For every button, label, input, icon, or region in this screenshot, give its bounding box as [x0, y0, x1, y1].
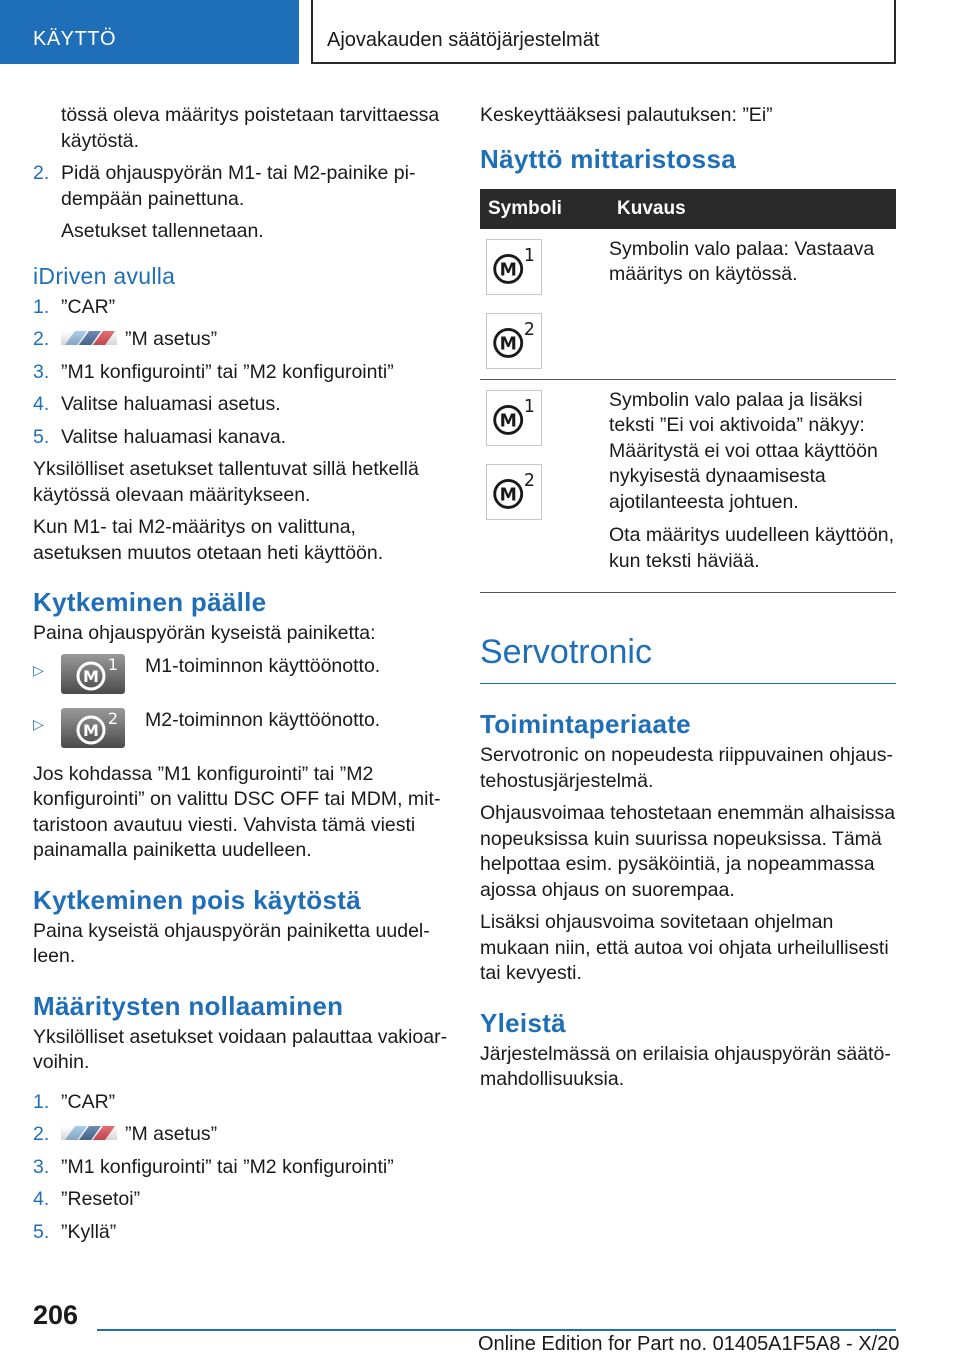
table-row [480, 379, 896, 593]
header-title-box [311, 0, 896, 64]
list-item [33, 1122, 449, 1148]
triangle-bullet-icon: ▷ [33, 661, 44, 678]
step-list-cont [33, 161, 449, 212]
svg-text:1: 1 [523, 396, 535, 417]
step-text: ”M1 konfigurointi” tai ”M2 konfigurointi” [61, 360, 394, 383]
list-item [33, 425, 449, 451]
step-number: 2. [33, 162, 50, 184]
paragraph: Servotronic on nopeudesta riippuvainen ohjaustehostusjärjestelmä. [480, 744, 894, 792]
svg-text:M: M [499, 260, 517, 281]
reset-heading: Määritysten nollaaminen [33, 990, 344, 1021]
page-number: 206 [33, 1300, 79, 1330]
paragraph: Järjestelmässä on erilaisia ohjauspyörän säätömahdollisuuksia. [480, 1042, 891, 1090]
step-number: 1. [33, 1090, 50, 1113]
step-number: 3. [33, 1155, 50, 1178]
right-column [480, 103, 896, 1100]
list-item [33, 161, 449, 212]
switch-off-heading: Kytkeminen pois käytöstä [33, 884, 361, 915]
continued-text-line1: tössä oleva määritys poistetaan tarvittaessa [61, 104, 440, 126]
step-text: ”CAR” [61, 295, 116, 318]
paragraph: Paina kyseistä ohjauspyörän painiketta uudelleen. [33, 919, 430, 967]
list-item [33, 708, 449, 748]
symbol-table [480, 189, 896, 594]
svg-text:M: M [499, 485, 517, 506]
m-stripes-icon [61, 331, 117, 345]
paragraph: Lisäksi ohjausvoima sovitetaan ohjelman mukaan niin, että autoa voi ohjata urheilullisesti tai kevyesti. [480, 911, 889, 984]
header-section-label: KÄYTTÖ [33, 28, 117, 50]
svg-text:2: 2 [523, 470, 535, 491]
servotronic-heading: Servotronic [480, 631, 896, 684]
step-text: ”Kyllä” [61, 1220, 117, 1243]
svg-text:1: 1 [523, 245, 535, 266]
paragraph: Keskeyttääksesi palautuksen: ”Ei” [480, 104, 773, 126]
general-heading: Yleistä [480, 1007, 566, 1038]
idrive-step-list [33, 295, 449, 451]
principle-heading: Toimintaperiaate [480, 709, 691, 739]
item-text: M2-toiminnon käyttöönotto. [145, 708, 381, 731]
svg-text:M: M [83, 720, 99, 740]
step-number: 3. [33, 360, 50, 383]
m2-icon [486, 313, 542, 369]
svg-text:M: M [83, 666, 99, 686]
step-number: 2. [33, 328, 50, 350]
idrive-heading: iDriven avulla [33, 262, 176, 289]
description-cell [609, 379, 896, 593]
reset-step-list [33, 1090, 449, 1246]
table-header-row [480, 189, 896, 229]
continued-text-line2: käytöstä. [61, 129, 140, 152]
list-item [33, 295, 449, 321]
step-number: 4. [33, 1188, 50, 1210]
m-stripes-icon [61, 1126, 117, 1140]
svg-text:M: M [499, 334, 517, 355]
paragraph: Yksilölliset asetukset voidaan palauttaa vakioarvoihin. [33, 1025, 448, 1073]
item-text: M1-toiminnon käyttöönotto. [145, 654, 381, 677]
list-item [33, 327, 449, 353]
list-item [33, 654, 449, 694]
step-number: 2. [33, 1123, 50, 1145]
paragraph: Ohjausvoimaa tehostetaan enemmän alhaisissa nopeuksissa kuin suurissa nopeuksissa. Tämä helpottaa esim. pysäköintiä, ja nopeammassa ajossa ohjaus on suorempaa. [480, 802, 896, 901]
step-number: 5. [33, 1220, 50, 1243]
symbol-cell [480, 229, 609, 380]
step-text: Pidä ohjauspyörän M1- tai M2-painike pidempään painettuna. [61, 162, 416, 210]
step-text: ”CAR” [61, 1090, 116, 1113]
description-text: Symbolin valo palaa: Vastaava määritys on käytössä. [609, 237, 875, 285]
description-text: Symbolin valo palaa ja lisäksi teksti ”Ei voi aktivoida” näkyy: Määritystä ei voi ottaa käyttöön nykyisestä dynaamisesta ajotilanteesta johtuen. [609, 388, 878, 513]
m2-icon [486, 464, 542, 520]
table-row [480, 229, 896, 380]
svg-text:1: 1 [107, 654, 119, 674]
step-text: Valitse haluamasi kanava. [61, 425, 287, 448]
step-text: ”M1 konfigurointi” tai ”M2 konfigurointi” [61, 1155, 394, 1178]
step-text: ”M asetus” [125, 1123, 218, 1145]
display-heading: Näyttö mittaristossa [480, 143, 736, 174]
footer-divider [97, 1329, 896, 1331]
table-header-symbol: Symboli [480, 189, 609, 229]
table-header-description: Kuvaus [609, 189, 896, 229]
header-section-tab [0, 0, 299, 64]
svg-text:2: 2 [523, 319, 535, 340]
paragraph: Yksilölliset asetukset tallentuvat sillä hetkellä käytössä olevaan määritykseen. [33, 458, 419, 506]
step-number: 4. [33, 393, 50, 415]
m2-button-icon [61, 708, 125, 748]
step-number: 1. [33, 295, 50, 318]
list-item [33, 1090, 449, 1116]
switch-on-heading: Kytkeminen päälle [33, 587, 267, 617]
step-text: Valitse haluamasi asetus. [61, 393, 281, 415]
m1-icon [486, 390, 542, 446]
list-item [33, 392, 449, 418]
header-title: Ajovakauden säätöjärjestelmät [327, 29, 600, 51]
left-column [33, 103, 449, 1252]
svg-text:M: M [499, 411, 517, 432]
svg-text:2: 2 [107, 708, 119, 728]
m1-icon [486, 239, 542, 295]
m1-button-icon [61, 654, 125, 694]
step-number: 5. [33, 425, 50, 448]
symbol-cell [480, 379, 609, 593]
list-item [33, 1155, 449, 1181]
description-cell [609, 229, 896, 380]
paragraph: Kun M1- tai M2-määritys on valittuna, asetuksen muutos otetaan heti käyttöön. [33, 516, 384, 564]
paragraph: Paina ohjauspyörän kyseistä painiketta: [33, 622, 376, 644]
list-item [33, 360, 449, 386]
step-text: ”M asetus” [125, 328, 218, 350]
triangle-bullet-icon: ▷ [33, 715, 44, 732]
list-item [33, 1187, 449, 1213]
saved-note: Asetukset tallennetaan. [61, 220, 264, 242]
list-item [33, 1220, 449, 1246]
step-text: ”Resetoi” [61, 1188, 141, 1210]
paragraph: Jos kohdassa ”M1 konfigurointi” tai ”M2 konfigurointi” on valittu DSC OFF tai MDM, mittaristoon avautuu viesti. Vahvista tämä viesti painamalla painiketta uudelleen. [33, 762, 441, 861]
description-text: Ota määritys uudelleen käyttöön, kun teksti häviää. [609, 524, 895, 572]
edition-note: Online Edition for Part no. 01405A1F5A8 - X/20 [478, 1333, 900, 1355]
